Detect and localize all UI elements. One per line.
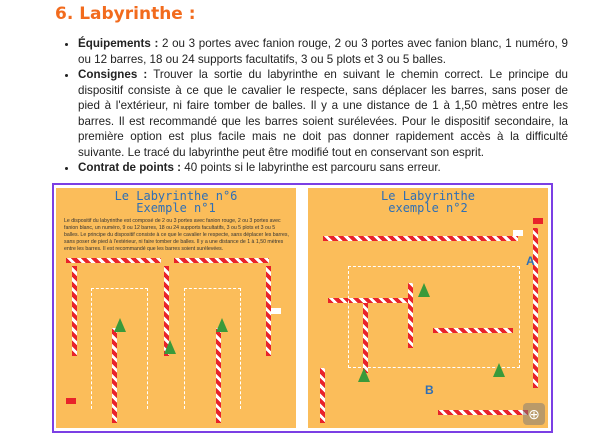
cone-icon [493, 363, 505, 377]
white-flag-icon [513, 230, 523, 236]
diagram-title [56, 190, 296, 214]
gate-label-a: A [526, 254, 535, 268]
item-label: Consignes : [78, 68, 148, 81]
title-line-2: Exemple n°1 [136, 201, 216, 215]
bar [438, 410, 528, 415]
item-text: Trouver la sortie du labyrinthe en suivant le chemin correct. Le principe du dispositif consiste à ce que le cavalier le respecte, sans déplacer les barres, sans poser de pied à l'extérieur, ni faire tomber de balles. Il y a une distance de 1 à 1,50 mètres entre les barres. Il est recommandé que les barres soient surélevées. Pour le dispositif secondaire, la première option est plus facile mais ne doit pas donner rapidement accès à la difficulté suivante. Le tracé du labyrinthe peut être modifié tout en conservant son esprit. [78, 68, 568, 159]
white-flag-icon [271, 308, 281, 314]
diagram-description: Le dispositif du labyrinthe est composé de 2 ou 3 portes avec fanion rouge, 2 ou 3 portes avec fanion blanc, un numéro, 9 ou 12 barres, 18 ou 24 supports facultatifs, 3 ou 5 plots et 3 ou 5 balles. Le principe du dispositif consiste à ce que le cavalier le respecte, sans déplacer les barres, sans poser de pied à l'extérieur, ni faire tomber de balles. Il y a une distance de 1 à 1,50 mètres entre les barres. Il est recommandé que les barres soient surélevées. [64, 218, 289, 252]
item-text: 2 ou 3 portes avec fanion rouge, 2 ou 3 portes avec fanion blanc, 1 numéro, 9 ou 12 barres, 18 ou 24 supports facultatifs, 3 ou 5 plots et 3 ou 5 balles. [78, 37, 568, 66]
title-line-1: Le Labyrinthe [381, 189, 475, 203]
route-path [348, 266, 520, 368]
title-line-2: exemple n°2 [388, 201, 468, 215]
zoom-in-icon[interactable]: ⊕ [523, 403, 545, 425]
cone-icon [216, 318, 228, 332]
item-text: 40 points si le labyrinthe est parcouru sans erreur. [181, 161, 441, 174]
red-flag-icon [533, 218, 543, 224]
gate-label-b: B [425, 383, 434, 397]
cone-icon [114, 318, 126, 332]
route-path [184, 288, 241, 409]
list-item-equipements [78, 36, 568, 67]
bar [66, 258, 161, 263]
example-2-diagram [308, 188, 548, 428]
red-flag-icon [66, 398, 76, 404]
cone-icon [164, 340, 176, 354]
bar [174, 258, 269, 263]
bar [323, 236, 518, 241]
bar [72, 266, 77, 356]
details-list [62, 36, 568, 176]
list-item-consignes [78, 67, 568, 160]
bar [320, 368, 325, 423]
item-label: Équipements : [78, 37, 159, 50]
route-path [91, 288, 148, 409]
cone-icon [418, 283, 430, 297]
list-item-contrat [78, 160, 568, 176]
cone-icon [358, 368, 370, 382]
title-line-1: Le Labyrinthe n°6 [114, 189, 238, 203]
diagram-title [308, 190, 548, 214]
section-heading: 6. Labyrinthe : [55, 4, 196, 24]
bar [533, 228, 538, 388]
item-label: Contrat de points : [78, 161, 182, 174]
example-1-diagram [56, 188, 296, 428]
labyrinth-figure[interactable] [52, 183, 553, 433]
